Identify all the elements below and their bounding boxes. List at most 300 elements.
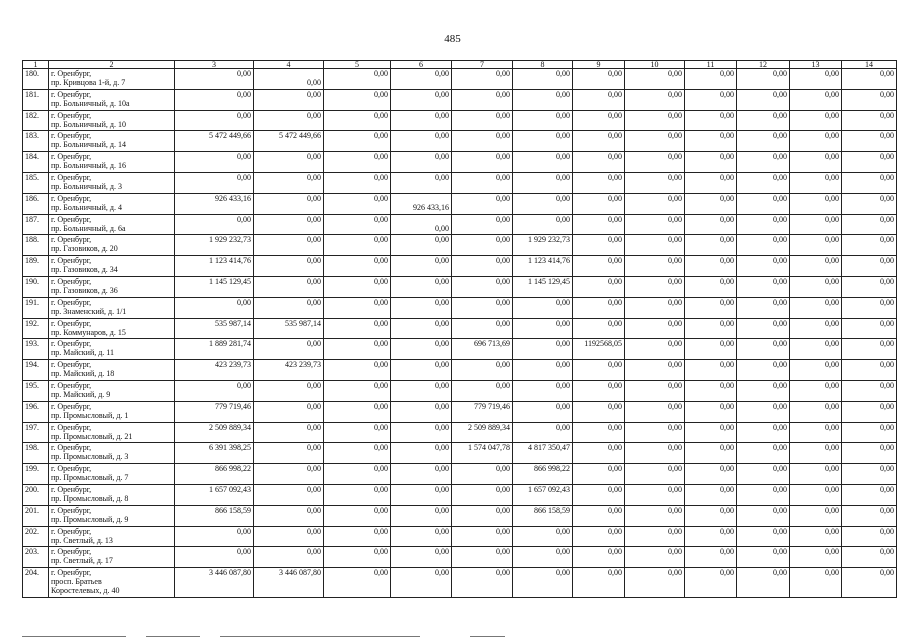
- address-cell: [49, 235, 175, 256]
- value-cell: [175, 69, 254, 90]
- value-text: 0,00: [668, 505, 682, 515]
- value-cell: [254, 110, 324, 131]
- value-cell: [254, 339, 324, 360]
- address-line: г. Оренбург,: [51, 318, 92, 328]
- value-cell: [625, 505, 685, 526]
- value-text: 0,00: [720, 276, 734, 286]
- value-cell: [573, 568, 625, 598]
- value-cell: [513, 256, 573, 277]
- value-cell: [391, 256, 452, 277]
- value-cell: [790, 464, 842, 485]
- value-cell: [513, 464, 573, 485]
- value-text: 0,00: [374, 152, 388, 162]
- value-cell: [324, 172, 391, 193]
- value-cell: [452, 443, 513, 464]
- value-text: 0,00: [608, 297, 622, 307]
- table-row: [23, 110, 897, 131]
- address-line: г. Оренбург,: [51, 484, 92, 494]
- value-cell: [254, 526, 324, 547]
- value-text: 6 391 398,25: [209, 443, 251, 453]
- value-cell: [175, 526, 254, 547]
- value-cell: [625, 339, 685, 360]
- value-cell: [513, 89, 573, 110]
- value-cell: [175, 276, 254, 297]
- value-cell: [842, 505, 897, 526]
- value-cell: [842, 443, 897, 464]
- value-text: 0,00: [374, 380, 388, 390]
- value-cell: [737, 276, 790, 297]
- value-text: 0,00: [880, 276, 894, 286]
- value-text: 0,00: [825, 401, 839, 411]
- value-cell: [573, 276, 625, 297]
- value-cell: [175, 131, 254, 152]
- value-text: 0,00: [374, 214, 388, 224]
- value-cell: [625, 547, 685, 568]
- data-table: [22, 60, 897, 598]
- row-number: 192.: [23, 318, 49, 339]
- value-cell: [175, 256, 254, 277]
- table-row: [23, 235, 897, 256]
- value-text: 0,00: [720, 193, 734, 203]
- value-text: 0,00: [435, 484, 449, 494]
- row-number: 198.: [23, 443, 49, 464]
- value-cell: [737, 235, 790, 256]
- value-text: 0,00: [825, 360, 839, 370]
- column-header: 6: [391, 61, 452, 69]
- value-text: 1 574 047,78: [468, 443, 510, 453]
- row-number: 189.: [23, 256, 49, 277]
- table-row: [23, 526, 897, 547]
- value-text: 0,00: [556, 131, 570, 141]
- value-cell: [254, 443, 324, 464]
- value-text: 0,00: [880, 443, 894, 453]
- value-cell: [452, 380, 513, 401]
- value-cell: [324, 380, 391, 401]
- table-row: [23, 464, 897, 485]
- value-text: 0,00: [307, 78, 321, 87]
- value-text: 0,00: [496, 547, 510, 557]
- value-cell: [324, 484, 391, 505]
- value-cell: [737, 172, 790, 193]
- address-line: пр. Больничный, д. 6а: [51, 223, 126, 233]
- value-text: 0,00: [556, 401, 570, 411]
- value-cell: [452, 256, 513, 277]
- value-cell: [573, 318, 625, 339]
- value-cell: [685, 110, 737, 131]
- value-cell: [391, 505, 452, 526]
- value-text: 0,00: [608, 69, 622, 78]
- address-line: пр. Коммунаров, д. 15: [51, 327, 126, 337]
- value-cell: [685, 172, 737, 193]
- address-cell: [49, 172, 175, 193]
- value-cell: [685, 193, 737, 214]
- value-cell: [175, 193, 254, 214]
- value-text: 0,00: [825, 193, 839, 203]
- address-line: пр. Промысловый, д. 3: [51, 452, 129, 462]
- value-cell: [790, 172, 842, 193]
- value-cell: [513, 276, 573, 297]
- value-text: 0,00: [237, 89, 251, 99]
- table-row: [23, 422, 897, 443]
- address-cell: [49, 69, 175, 90]
- address-line: г. Оренбург,: [51, 380, 92, 390]
- value-cell: [513, 401, 573, 422]
- value-text: 0,00: [237, 110, 251, 120]
- value-text: 0,00: [556, 214, 570, 224]
- address-cell: [49, 214, 175, 235]
- address-line: г. Оренбург,: [51, 547, 92, 557]
- value-cell: [391, 89, 452, 110]
- value-text: 0,00: [435, 422, 449, 432]
- value-cell: [254, 172, 324, 193]
- value-text: 0,00: [668, 172, 682, 182]
- value-text: 0,00: [237, 69, 251, 78]
- value-cell: [513, 193, 573, 214]
- value-text: 0,00: [374, 297, 388, 307]
- value-cell: [324, 547, 391, 568]
- value-text: 0,00: [307, 152, 321, 162]
- value-cell: [324, 152, 391, 173]
- value-cell: [842, 256, 897, 277]
- value-text: 0,00: [773, 256, 787, 266]
- address-line: г. Оренбург,: [51, 526, 92, 536]
- value-text: 0,00: [307, 526, 321, 536]
- address-line: пр. Больничный, д. 10а: [51, 98, 130, 108]
- value-cell: [737, 505, 790, 526]
- table-row: [23, 193, 897, 214]
- value-cell: [842, 547, 897, 568]
- row-number: 203.: [23, 547, 49, 568]
- address-line: г. Оренбург,: [51, 214, 92, 224]
- value-cell: [175, 464, 254, 485]
- table-row: [23, 401, 897, 422]
- address-line: г. Оренбург,: [51, 256, 92, 266]
- value-cell: [391, 297, 452, 318]
- value-cell: [513, 484, 573, 505]
- value-cell: [625, 464, 685, 485]
- table-row: [23, 297, 897, 318]
- value-text: 4 817 350,47: [528, 443, 570, 453]
- value-cell: [625, 526, 685, 547]
- value-text: 866 158,59: [215, 505, 251, 515]
- value-text: 0,00: [496, 505, 510, 515]
- value-text: 0,00: [237, 380, 251, 390]
- table-row: [23, 172, 897, 193]
- value-text: 0,00: [374, 526, 388, 536]
- value-cell: [254, 276, 324, 297]
- value-text: 866 998,22: [215, 464, 251, 474]
- value-cell: [175, 380, 254, 401]
- address-cell: [49, 318, 175, 339]
- value-cell: [175, 110, 254, 131]
- value-text: 0,00: [556, 547, 570, 557]
- value-text: 0,00: [880, 526, 894, 536]
- address-line: г. Оренбург,: [51, 235, 92, 245]
- value-cell: [573, 69, 625, 90]
- address-line: г. Оренбург,: [51, 443, 92, 453]
- value-cell: [737, 89, 790, 110]
- row-number: 186.: [23, 193, 49, 214]
- value-text: 0,00: [773, 152, 787, 162]
- value-text: 0,00: [237, 214, 251, 224]
- value-cell: [513, 443, 573, 464]
- address-cell: [49, 505, 175, 526]
- value-cell: [737, 110, 790, 131]
- value-cell: [513, 172, 573, 193]
- value-cell: [254, 318, 324, 339]
- value-text: 0,00: [237, 526, 251, 536]
- value-text: 0,00: [880, 422, 894, 432]
- value-text: 0,00: [307, 443, 321, 453]
- value-cell: [842, 422, 897, 443]
- value-cell: [452, 276, 513, 297]
- table-row: [23, 484, 897, 505]
- value-text: 0,00: [307, 339, 321, 349]
- value-text: 0,00: [720, 89, 734, 99]
- value-text: 0,00: [825, 526, 839, 536]
- value-cell: [625, 152, 685, 173]
- value-cell: [625, 297, 685, 318]
- value-text: 0,00: [608, 89, 622, 99]
- value-text: 0,00: [720, 401, 734, 411]
- value-text: 0,00: [825, 339, 839, 349]
- value-cell: [625, 69, 685, 90]
- value-cell: [391, 443, 452, 464]
- value-text: 0,00: [720, 339, 734, 349]
- value-text: 0,00: [773, 276, 787, 286]
- value-cell: [391, 235, 452, 256]
- value-cell: [737, 214, 790, 235]
- value-cell: [842, 110, 897, 131]
- value-text: 0,00: [237, 172, 251, 182]
- value-cell: [254, 69, 324, 90]
- value-cell: [452, 422, 513, 443]
- value-cell: [842, 235, 897, 256]
- address-line: г. Оренбург,: [51, 172, 92, 182]
- value-cell: [842, 214, 897, 235]
- value-text: 0,00: [880, 547, 894, 557]
- value-cell: [324, 214, 391, 235]
- value-cell: [452, 110, 513, 131]
- value-cell: [625, 568, 685, 598]
- value-text: 0,00: [773, 69, 787, 78]
- value-cell: [452, 89, 513, 110]
- value-text: 0,00: [825, 256, 839, 266]
- address-cell: [49, 89, 175, 110]
- value-text: 0,00: [773, 297, 787, 307]
- value-text: 0,00: [496, 318, 510, 328]
- value-text: 0,00: [608, 152, 622, 162]
- value-cell: [324, 193, 391, 214]
- value-text: 0,00: [307, 464, 321, 474]
- address-line: г. Оренбург,: [51, 505, 92, 515]
- value-cell: [452, 360, 513, 381]
- value-text: 0,00: [374, 339, 388, 349]
- value-cell: [737, 443, 790, 464]
- value-text: 0,00: [374, 172, 388, 182]
- value-text: 0,00: [825, 131, 839, 141]
- value-cell: [513, 422, 573, 443]
- value-cell: [175, 152, 254, 173]
- value-text: 535 987,14: [285, 318, 321, 328]
- value-text: 0,00: [435, 505, 449, 515]
- value-cell: [842, 172, 897, 193]
- value-text: 0,00: [880, 360, 894, 370]
- value-cell: [513, 131, 573, 152]
- value-text: 0,00: [668, 89, 682, 99]
- value-text: 0,00: [720, 360, 734, 370]
- value-cell: [452, 568, 513, 598]
- value-text: 0,00: [720, 256, 734, 266]
- value-cell: [573, 464, 625, 485]
- value-text: 0,00: [720, 214, 734, 224]
- value-text: 535 987,14: [215, 318, 251, 328]
- value-text: 0,00: [825, 484, 839, 494]
- table-row: [23, 443, 897, 464]
- address-line: г. Оренбург,: [51, 464, 92, 474]
- value-text: 0,00: [435, 69, 449, 78]
- value-cell: [254, 568, 324, 598]
- value-cell: [324, 339, 391, 360]
- value-cell: [737, 401, 790, 422]
- value-cell: [324, 318, 391, 339]
- value-text: 0,00: [720, 131, 734, 141]
- value-cell: [625, 380, 685, 401]
- value-cell: [573, 235, 625, 256]
- value-cell: [625, 318, 685, 339]
- value-cell: [254, 547, 324, 568]
- value-text: 0,00: [307, 422, 321, 432]
- address-line: пр. Кривцова 1-й, д. 7: [51, 78, 126, 87]
- value-text: 0,00: [825, 69, 839, 78]
- value-text: 0,00: [773, 568, 787, 578]
- value-text: 0,00: [374, 422, 388, 432]
- address-line: пр. Майский, д. 18: [51, 369, 115, 379]
- value-cell: [737, 526, 790, 547]
- value-cell: [790, 131, 842, 152]
- value-cell: [790, 526, 842, 547]
- value-text: 0,00: [237, 152, 251, 162]
- address-cell: [49, 193, 175, 214]
- value-cell: [737, 360, 790, 381]
- value-text: 0,00: [496, 235, 510, 245]
- address-cell: [49, 568, 175, 598]
- value-cell: [452, 339, 513, 360]
- row-number: 190.: [23, 276, 49, 297]
- value-cell: [175, 547, 254, 568]
- value-text: 0,00: [307, 547, 321, 557]
- value-cell: [625, 172, 685, 193]
- value-cell: [790, 193, 842, 214]
- value-text: 0,00: [880, 214, 894, 224]
- value-text: 0,00: [773, 464, 787, 474]
- value-cell: [737, 69, 790, 90]
- value-text: 0,00: [307, 172, 321, 182]
- value-cell: [573, 360, 625, 381]
- address-line: г. Оренбург,: [51, 568, 92, 578]
- value-text: 0,00: [374, 568, 388, 578]
- value-text: 0,00: [307, 256, 321, 266]
- value-text: 3 446 087,80: [279, 568, 321, 578]
- value-text: 0,00: [880, 193, 894, 203]
- value-text: 0,00: [880, 464, 894, 474]
- value-cell: [685, 484, 737, 505]
- column-header: 9: [573, 61, 625, 69]
- value-text: 0,00: [668, 235, 682, 245]
- address-line: г. Оренбург,: [51, 401, 92, 411]
- value-text: 0,00: [880, 568, 894, 578]
- value-cell: [790, 297, 842, 318]
- value-text: 0,00: [374, 547, 388, 557]
- value-text: 0,00: [720, 172, 734, 182]
- value-cell: [452, 505, 513, 526]
- value-cell: [685, 152, 737, 173]
- value-cell: [685, 297, 737, 318]
- table-row: [23, 131, 897, 152]
- address-line: пр. Газовиков, д. 36: [51, 285, 118, 295]
- value-text: 0,00: [773, 422, 787, 432]
- value-cell: [685, 318, 737, 339]
- value-text: 0,00: [556, 172, 570, 182]
- value-cell: [391, 526, 452, 547]
- value-text: 0,00: [773, 360, 787, 370]
- address-cell: [49, 276, 175, 297]
- value-text: 0,00: [556, 380, 570, 390]
- value-text: 0,00: [880, 339, 894, 349]
- value-cell: [685, 505, 737, 526]
- value-text: 0,00: [773, 547, 787, 557]
- value-text: 0,00: [880, 256, 894, 266]
- value-text: 0,00: [825, 214, 839, 224]
- value-text: 0,00: [825, 422, 839, 432]
- value-text: 0,00: [237, 547, 251, 557]
- address-line: г. Оренбург,: [51, 89, 92, 99]
- value-cell: [391, 318, 452, 339]
- value-cell: [175, 235, 254, 256]
- value-cell: [254, 380, 324, 401]
- table-row: [23, 360, 897, 381]
- value-cell: [790, 568, 842, 598]
- value-text: 0,00: [668, 256, 682, 266]
- value-text: 1 929 232,73: [209, 235, 251, 245]
- value-text: 866 158,59: [534, 505, 570, 515]
- value-cell: [452, 193, 513, 214]
- value-cell: [513, 235, 573, 256]
- value-text: 0,00: [435, 131, 449, 141]
- value-cell: [391, 110, 452, 131]
- value-cell: [685, 360, 737, 381]
- value-text: 0,00: [720, 547, 734, 557]
- value-text: 0,00: [720, 568, 734, 578]
- value-cell: [842, 526, 897, 547]
- value-text: 0,00: [496, 380, 510, 390]
- value-cell: [790, 401, 842, 422]
- value-text: 0,00: [773, 484, 787, 494]
- value-cell: [513, 297, 573, 318]
- value-cell: [513, 69, 573, 90]
- value-cell: [790, 256, 842, 277]
- value-cell: [625, 360, 685, 381]
- value-text: 926 433,16: [413, 202, 449, 212]
- value-cell: [452, 214, 513, 235]
- value-text: 0,00: [825, 235, 839, 245]
- value-cell: [573, 172, 625, 193]
- value-text: 0,00: [880, 172, 894, 182]
- value-text: 0,00: [435, 276, 449, 286]
- value-text: 779 719,46: [215, 401, 251, 411]
- address-cell: [49, 110, 175, 131]
- value-text: 0,00: [668, 110, 682, 120]
